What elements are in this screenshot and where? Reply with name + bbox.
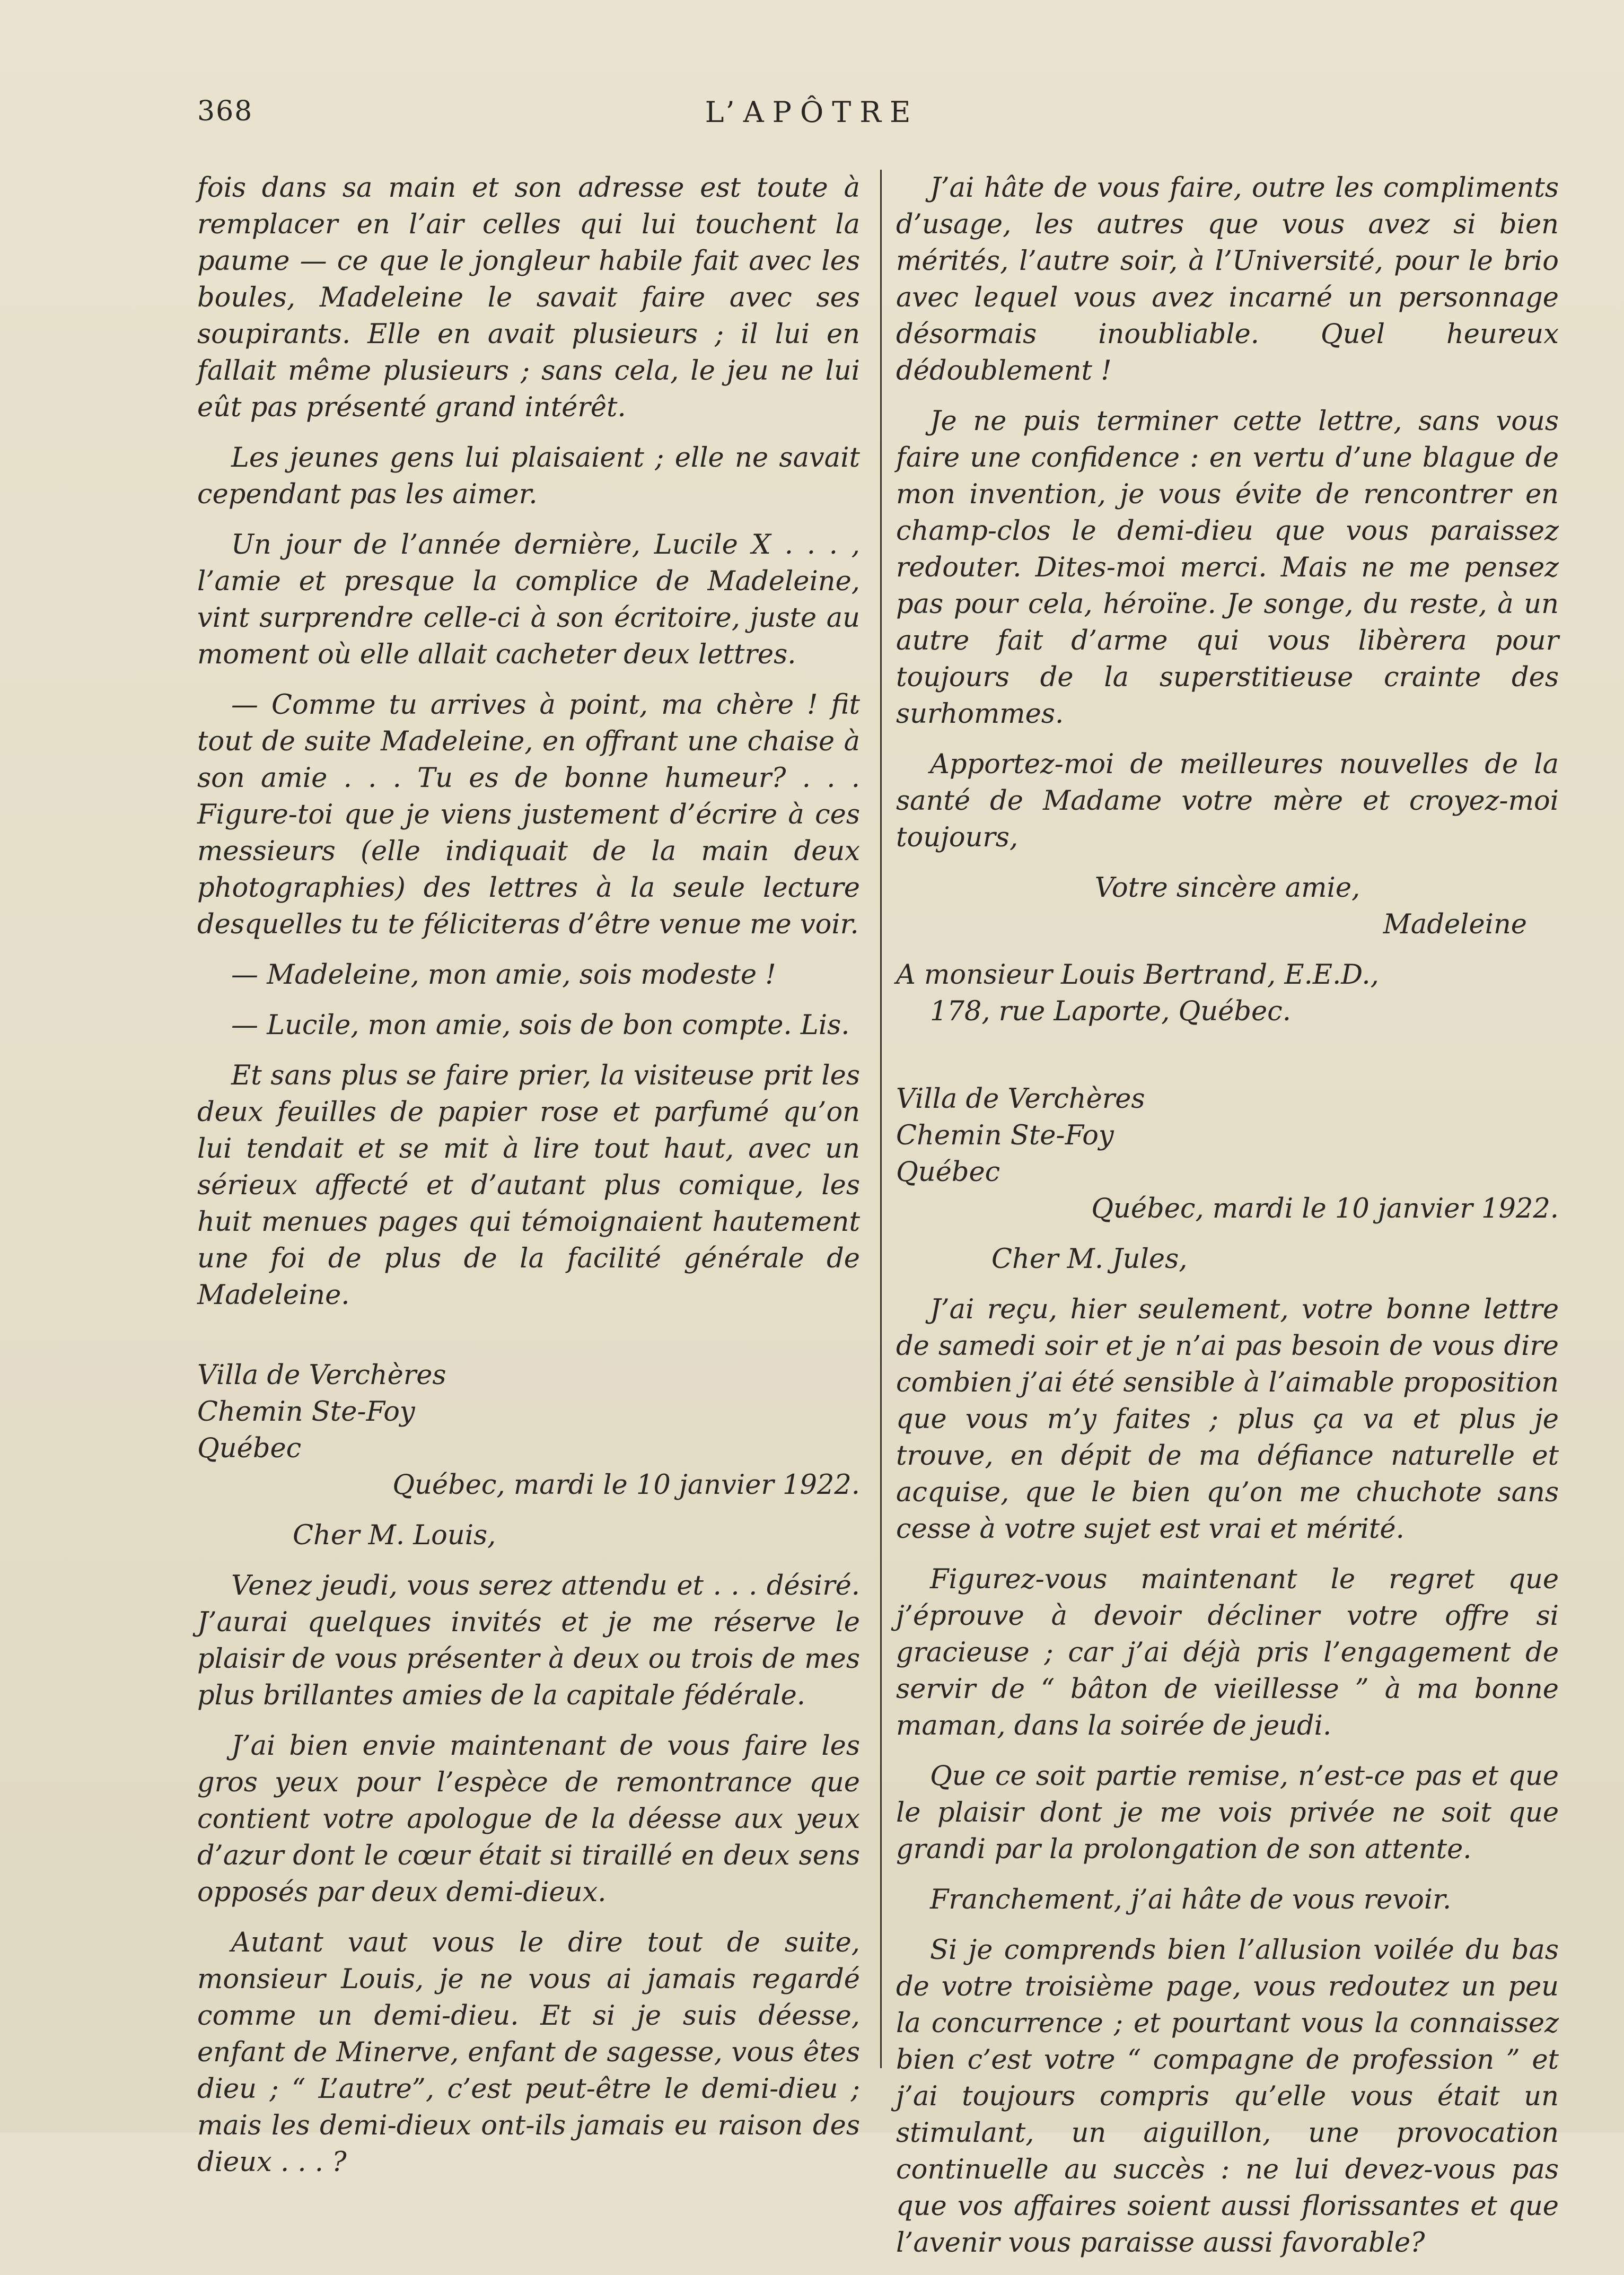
letter-address-line: Chemin Ste-Foy [896,1120,1114,1151]
paragraph: Que ce soit partie remise, n’est-ce pas et que le plaisir dont je me vois privée ne soit que grandi par la prolongation de son attente. [896,1761,1559,1865]
letter-date: Québec, mardi le 10 janvier 1922. [392,1469,860,1501]
paragraph: Un jour de l’année dernière, Lucile X . . . , l’amie et presque la complice de Madeleine, vint surprendre celle-ci à son écritoire, juste au moment où elle allait cacheter deux lettres. [197,529,860,670]
paragraph: Et sans plus se faire prier, la visiteuse prit les deux feuilles de papier rose et parfumé qu’on lui tendait et se mit à lire tout haut, avec un sérieux affecté et d’autant plus comique, les huit menues pages qui témoignaient hautement une foi de plus de la facilité générale de Madeleine. [197,1060,860,1311]
column-divider [880,170,882,2068]
paragraph: Si je comprends bien l’allusion voilée du bas de votre troisième page, vous redoutez un peu la concurrence ; et pourtant vous la connaissez bien c’est votre “ compagne de profession ” et j’ai toujours compris qu’elle vous était un stimulant, un aiguillon, une provocation continuelle au succès : ne lui devez-vous pas que vos affaires soient aussi florissantes et que l’avenir vous paraisse aussi favorable? [896,1935,1559,2259]
letter-salutation: Cher M. Louis, [293,1520,496,1551]
letter-recipient-line: 178, rue Laporte, Québec. [930,996,1291,1027]
paragraph: Franchement, j’ai hâte de vous revoir. [930,1884,1452,1915]
paragraph: Je ne puis terminer cette lettre, sans vous faire une confidence : en vertu d’une blague de mon invention, je vous évite de rencontrer en champ-clos le demi-dieu que vous paraissez redouter. Dites-moi merci. Mais ne me pensez pas pour cela, héroïne. Je songe, du reste, à un autre fait d’arme qui vous libèrera pour toujours de la superstitieuse crainte des surhommes. [896,406,1559,730]
left-column [197,170,860,2194]
paragraph: — Madeleine, mon amie, sois modeste ! [231,959,776,991]
letter-address-line: Villa de Verchères [197,1360,446,1391]
paragraph: Figurez-vous maintenant le regret que j’éprouve à devoir décliner votre offre si gracieuse ; car j’ai déjà pris l’engagement de servir de “ bâton de vieillesse ” à ma bonne maman, dans la soirée de jeudi. [896,1564,1559,1742]
paragraph: Les jeunes gens lui plaisaient ; elle ne savait cependant pas les aimer. [197,442,860,510]
letter-address-line: Québec [197,1433,302,1464]
running-title: L’APÔTRE [705,95,919,129]
letter-address-line: Chemin Ste-Foy [197,1396,415,1428]
paragraph: J’ai bien envie maintenant de vous faire les gros yeux pour l’espèce de remontrance que contient votre apologue de la déesse aux yeux d’azur dont le cœur était si tiraillé en deux sens opposés par deux demi-dieux. [197,1730,860,1908]
paragraph: — Lucile, mon amie, sois de bon compte. Lis. [231,1010,850,1041]
letter-address-line: Villa de Verchères [896,1083,1145,1115]
paragraph: Apportez-moi de meilleures nouvelles de la santé de Madame votre mère et croyez-moi toujours, [896,749,1559,853]
letter-date: Québec, mardi le 10 janvier 1922. [1091,1193,1559,1224]
page-header [197,95,1427,138]
paragraph: — Comme tu arrives à point, ma chère ! fit tout de suite Madeleine, en offrant une chaise à son amie . . . Tu es de bonne humeur? . . . Figure-toi que je viens justement d’écrire à ces messieurs (elle indiquait de la main deux photographies) des lettres à la seule lecture desquelles tu te féliciteras d’être venue me voir. [197,689,860,940]
paragraph: J’ai reçu, hier seulement, votre bonne lettre de samedi soir et je n’ai pas besoin de vous dire combien j’ai été sensible à l’aimable proposition que vous m’y faites ; plus ça va et plus je trouve, en dépit de ma défiance naturelle et acquise, que le bien qu’on me chuchote sans cesse à votre sujet est vrai et mérité. [896,1294,1559,1545]
page-number: 368 [197,95,253,127]
letter-recipient-line: A monsieur Louis Bertrand, E.E.D., [896,959,1379,991]
paragraph: Venez jeudi, vous serez attendu et . . . désiré. J’aurai quelques invités et je me réserve le plaisir de vous présenter à deux ou trois de mes plus brillantes amies de la capitale fédérale. [197,1570,860,1711]
letter-signature: Madeleine [1383,909,1527,940]
paragraph: fois dans sa main et son adresse est toute à remplacer en l’air celles qui lui touchent la paume — ce que le jongleur habile fait avec les boules, Madeleine le savait faire avec ses soupirants. Elle en avait plusieurs ; il lui en fallait même plusieurs ; sans cela, le jeu ne lui eût pas présenté grand intérêt. [197,172,860,423]
paragraph: Autant vaut vous le dire tout de suite, monsieur Louis, je ne vous ai jamais regardé comme un demi-dieu. Et si je suis déesse, enfant de Minerve, enfant de sagesse, vous êtes dieu ; “ L’autre”, c’est peut-être le demi-dieu ; mais les demi-dieux ont-ils jamais eu raison des dieux . . . ? [197,1927,860,2178]
letter-address-line: Québec [896,1157,1000,1188]
letter-closing: Votre sincère amie, [1094,872,1360,904]
right-column [896,170,1559,2275]
paragraph: J’ai hâte de vous faire, outre les compliments d’usage, les autres que vous avez si bien mérités, l’autre soir, à l’Université, pour le brio avec lequel vous avez incarné un personnage désormais inoubliable. Quel heureux dédoublement ! [896,172,1559,387]
letter-salutation: Cher M. Jules, [991,1244,1188,1275]
